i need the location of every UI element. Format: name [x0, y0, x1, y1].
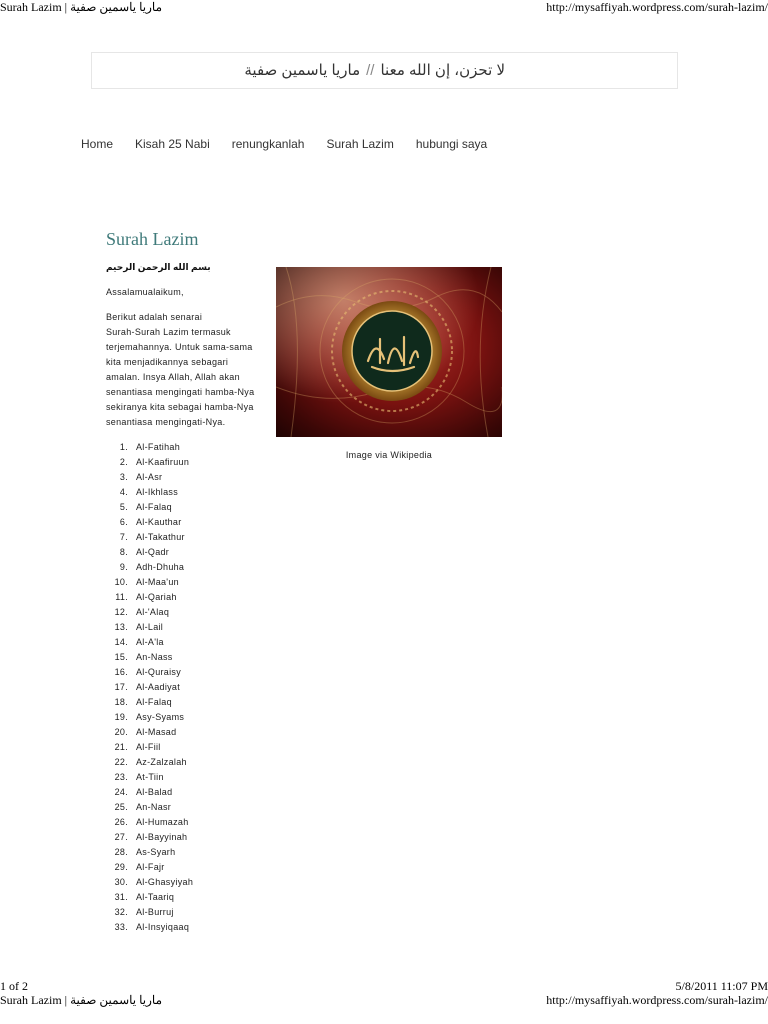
surah-name: Al-Takathur [136, 532, 185, 542]
print-header-top [0, 0, 768, 16]
main-nav [81, 137, 487, 153]
surah-name: Al-Bayyinah [136, 832, 188, 842]
surah-name: Al-Quraisy [136, 667, 182, 677]
list-item: 6. Al-Kauthar [119, 517, 182, 527]
surah-name: An-Nass [136, 652, 173, 662]
quran-cover-image[interactable] [276, 267, 502, 437]
list-item: 17. Al-Aadiyat [114, 682, 181, 692]
list-item: 5. Al-Falaq [119, 502, 172, 512]
surah-name: Al-'Alaq [136, 607, 170, 617]
surah-name: Al-Kauthar [136, 517, 182, 527]
list-item: 13. Al-Lail [114, 622, 164, 632]
list-item: 10. Al-Maa'un [114, 577, 179, 587]
title-separator: // [366, 62, 375, 79]
print-header-bottom [0, 993, 768, 1009]
surah-name: Al-Fiil [136, 742, 161, 752]
surah-name: Al-Ghasyiyah [136, 877, 194, 887]
surah-name: Al-Burruj [136, 907, 174, 917]
list-item: 29. Al-Fajr [114, 862, 165, 872]
list-item: 24. Al-Balad [114, 787, 173, 797]
nav-item-renungkanlah[interactable]: renungkanlah [231, 137, 305, 151]
print-header-title: Surah Lazim | ماريا ياسمين صفية [0, 0, 162, 14]
list-item: 4. Al-Ikhlass [119, 487, 179, 497]
surah-name: Al-Taariq [136, 892, 175, 902]
intro-line: senantiasa mengingati hamba-Nya [106, 387, 255, 397]
list-item: 22. Az-Zalzalah [114, 757, 187, 767]
surah-name: An-Nasr [136, 802, 172, 812]
print-header-url[interactable]: http://mysaffiyah.wordpress.com/surah-lazim/ [546, 0, 768, 14]
list-item: 8. Al-Qadr [119, 547, 170, 557]
list-item: 12. Al-'Alaq [114, 607, 170, 617]
print-datetime: 5/8/2011 11:07 PM [675, 979, 768, 993]
surah-name: Al-Ikhlass [136, 487, 179, 497]
list-item: 31. Al-Taariq [114, 892, 175, 902]
site-title[interactable] [244, 61, 505, 79]
surah-name: As-Syarh [136, 847, 176, 857]
list-item: 33. Al-Insyiqaaq [114, 922, 190, 932]
list-item: 18. Al-Falaq [114, 697, 172, 707]
intro-line: amalan. Insya Allah, Allah akan [106, 372, 240, 382]
post-title[interactable]: Surah Lazim [106, 229, 199, 249]
list-item: 2. Al-Kaafiruun [119, 457, 190, 467]
quran-cover-art [276, 267, 502, 437]
image-caption: Image via Wikipedia [345, 450, 433, 460]
intro-line: terjemahannya. Untuk sama-sama [106, 342, 253, 352]
intro-line: sekiranya kita sebagai hamba-Nya [106, 402, 254, 412]
print-header-title: Surah Lazim | ماريا ياسمين صفية [0, 993, 162, 1007]
list-item: 15. An-Nass [114, 652, 173, 662]
list-item: 11. Al-Qariah [115, 592, 177, 602]
surah-name: Al-Qadr [136, 547, 170, 557]
intro-paragraph [106, 310, 262, 430]
list-item: 16. Al-Quraisy [114, 667, 182, 677]
surah-name: Al-Fajr [136, 862, 165, 872]
site-banner [91, 52, 678, 89]
intro-line: Berikut adalah senarai [106, 312, 203, 322]
surah-name: Asy-Syams [136, 712, 185, 722]
nav-item-kisah-25-nabi[interactable]: Kisah 25 Nabi [135, 137, 210, 151]
intro-line: senantiasa mengingati-Nya. [106, 417, 226, 427]
surah-name: Al-Aadiyat [136, 682, 181, 692]
list-item: 19. Asy-Syams [114, 712, 185, 722]
intro-line: Surah-Surah Lazim termasuk [106, 327, 231, 337]
nav-item-surah-lazim[interactable]: Surah Lazim [326, 137, 394, 151]
greeting-text: Assalamualaikum, [106, 287, 184, 297]
surah-name: Al-Insyiqaaq [136, 922, 190, 932]
surah-name: Al-Balad [136, 787, 173, 797]
list-item: 23. At-Tiin [114, 772, 164, 782]
surah-name: Al-A'la [136, 637, 164, 647]
surah-name: Al-Humazah [136, 817, 189, 827]
list-item: 1. Al-Fatihah [119, 442, 181, 452]
site-title-sub: ماريا ياسمين صفية [244, 62, 361, 79]
list-item: 21. Al-Fiil [114, 742, 161, 752]
surah-list [106, 442, 193, 937]
surah-name: Al-Masad [136, 727, 177, 737]
nav-item-home[interactable]: Home [81, 137, 114, 151]
list-item: 28. As-Syarh [114, 847, 176, 857]
list-item: 14. Al-A'la [114, 637, 164, 647]
intro-line: kita menjadikannya sebagari [106, 357, 229, 367]
site-title-main: لا تحزن، إن الله معنا [380, 62, 505, 79]
list-item: 27. Al-Bayyinah [114, 832, 188, 842]
surah-name: Al-Lail [136, 622, 164, 632]
list-item: 20. Al-Masad [114, 727, 177, 737]
surah-name: Al-Fatihah [136, 442, 181, 452]
surah-name: Al-Qariah [136, 592, 177, 602]
surah-name: At-Tiin [136, 772, 164, 782]
print-header-url[interactable]: http://mysaffiyah.wordpress.com/surah-lazim/ [546, 993, 768, 1007]
nav-item-hubungi-saya[interactable]: hubungi saya [415, 137, 488, 151]
list-item: 26. Al-Humazah [114, 817, 189, 827]
surah-name: Az-Zalzalah [136, 757, 187, 767]
surah-name: Adh-Dhuha [136, 562, 185, 572]
list-item: 30. Al-Ghasyiyah [114, 877, 194, 887]
surah-name: Al-Falaq [136, 502, 172, 512]
page-number: 1 of 2 [0, 979, 28, 993]
list-item: 9. Adh-Dhuha [119, 562, 185, 572]
list-item: 7. Al-Takathur [119, 532, 185, 542]
list-item: 32. Al-Burruj [114, 907, 174, 917]
bismillah-text: بسم الله الرحمن الرحيم [106, 262, 211, 272]
surah-name: Al-Asr [136, 472, 163, 482]
surah-name: Al-Maa'un [136, 577, 179, 587]
list-item: 25. An-Nasr [114, 802, 172, 812]
list-item: 3. Al-Asr [119, 472, 163, 482]
surah-name: Al-Falaq [136, 697, 172, 707]
surah-name: Al-Kaafiruun [136, 457, 190, 467]
